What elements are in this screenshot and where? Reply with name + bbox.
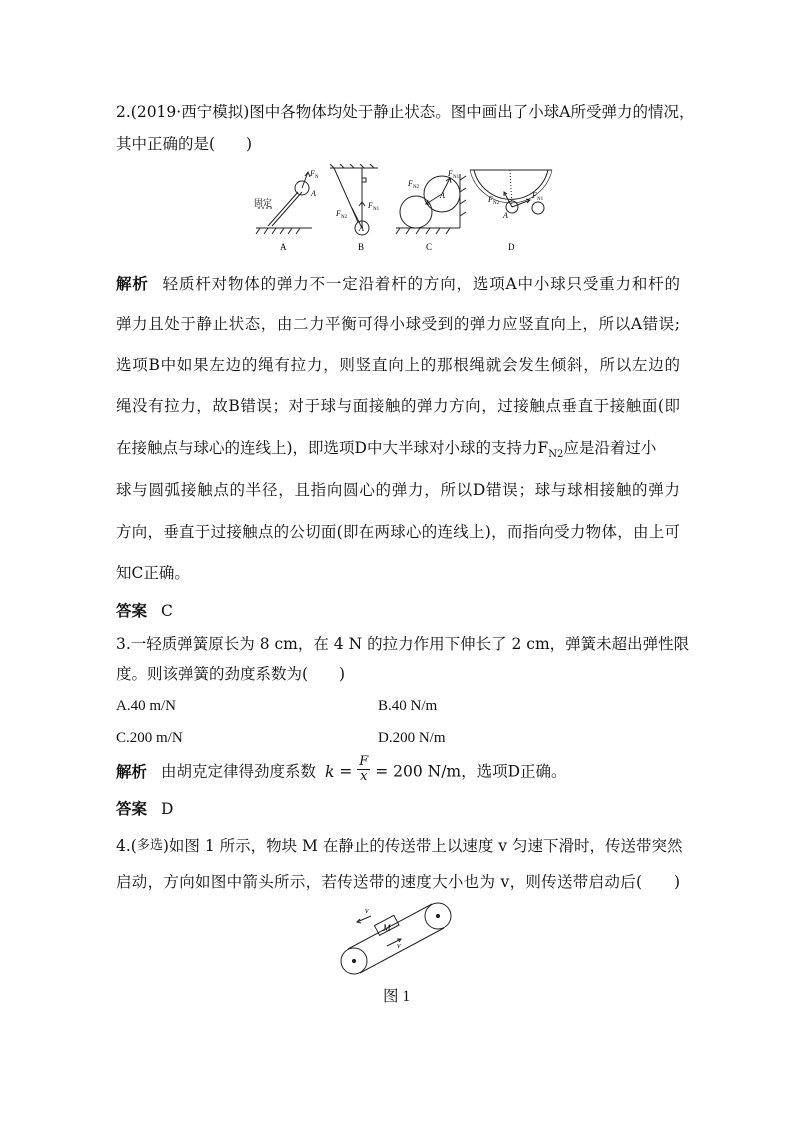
q3-formula-numerator: F bbox=[359, 754, 369, 769]
q2-analysis-line-2: 弹力且处于静止状态，由二力平衡可得小球受到的弹力应竖直向上，所以A错误; bbox=[116, 315, 680, 333]
q4-v-top-label: v bbox=[365, 906, 369, 915]
q2-analysis-sub: N2 bbox=[548, 449, 564, 461]
q2-answer-label: 答案 bbox=[116, 602, 148, 620]
q2-c-fn2-label: F bbox=[408, 179, 413, 188]
q2-figure-panel-b bbox=[330, 164, 378, 235]
q2-a-fn-label: F bbox=[310, 169, 315, 178]
q2-c-fn1-sub: N1 bbox=[453, 175, 460, 180]
q3-option-a: A.40 m/N bbox=[116, 698, 176, 714]
q2-b-ball-label: A bbox=[359, 224, 364, 233]
q3-analysis-label: 解析 bbox=[116, 762, 148, 781]
q2-b-fn2-sub: N2 bbox=[341, 215, 348, 220]
q3-answer-label: 答案 bbox=[116, 800, 148, 818]
q2-a-fn-sub: N bbox=[315, 175, 319, 180]
q2-answer bbox=[116, 601, 173, 621]
q4-v-belt-label: v bbox=[397, 941, 401, 950]
q2-analysis-text-1: 轻质杆对物体的弹力不一定沿着杆的方向，选项A中小球只受重力和杆的 bbox=[162, 275, 680, 293]
q2-figure bbox=[248, 164, 558, 254]
q2-b-caption: B bbox=[358, 242, 365, 252]
q4-figure bbox=[335, 898, 459, 980]
q4-figure-caption: 图 1 bbox=[383, 988, 411, 1005]
q2-analysis-line-1 bbox=[116, 274, 680, 294]
q3-formula-result: = 200 N/m，选项D正确。 bbox=[375, 762, 567, 781]
q3-analysis bbox=[116, 754, 567, 784]
q3-formula-fraction bbox=[357, 755, 370, 784]
q2-b-fn2-label: F bbox=[336, 209, 341, 218]
q2-a-ball-label: A bbox=[311, 189, 316, 198]
q2-analysis-line-4: 绳没有拉力，故B错误；对于球与面接触的弹力方向，过接触点垂直于接触面(即 bbox=[116, 397, 680, 415]
q2-c-fn1-label: F bbox=[448, 169, 453, 178]
q3-option-b: B.40 N/m bbox=[378, 698, 438, 714]
q2-d-fn2-sub: N2 bbox=[493, 201, 500, 206]
q4-tag: 多选 bbox=[136, 838, 163, 853]
q3-formula-k: k bbox=[324, 762, 335, 781]
q3-formula-denominator: x bbox=[360, 769, 368, 784]
q2-analysis-line-3: 选项B中如果左边的绳有拉力，则竖直向上的那根绳就会发生倾斜，所以左边的 bbox=[116, 356, 680, 374]
q3-answer-value: D bbox=[161, 800, 174, 818]
q2-stem-line-1: 2.(2019·西宁模拟)图中各物体均处于静止状态。图中画出了小球A所受弹力的情况， bbox=[116, 103, 695, 121]
q2-a-fixed-label: 固定 bbox=[254, 198, 273, 208]
q4-stem-line-1 bbox=[116, 836, 683, 856]
q3-stem-line-2: 度。则该弹簧的劲度系数为( ) bbox=[116, 665, 346, 683]
q3-stem-line-1: 3.一轻质弹簧原长为 8 cm，在 4 N 的拉力作用下伸长了 2 cm，弹簧未超出弹性限 bbox=[116, 635, 690, 653]
q2-analysis-label: 解析 bbox=[116, 275, 149, 293]
q3-answer bbox=[116, 799, 173, 819]
q2-analysis-line-8: 知C正确。 bbox=[116, 564, 190, 582]
q3-option-d: D.200 N/m bbox=[378, 730, 446, 746]
q2-analysis-line-7: 方向，垂直于过接触点的公切面(即在两球心的连线上)，而指向受力物体，由上可 bbox=[116, 523, 680, 541]
q2-analysis-line-5 bbox=[116, 438, 656, 465]
q2-c-fn2-sub: N2 bbox=[413, 185, 420, 190]
q2-d-caption: D bbox=[508, 242, 515, 252]
q4-stem-line-2: 启动，方向如图中箭头所示，若传送带的速度大小也为 v，则传送带启动后( ) bbox=[116, 873, 680, 891]
q2-analysis-tail-5: 应是沿着过小 bbox=[563, 439, 657, 457]
q3-option-c: C.200 m/N bbox=[116, 730, 183, 746]
q2-a-caption: A bbox=[280, 242, 287, 252]
q2-d-fn1-sub: N1 bbox=[537, 197, 544, 202]
q2-stem-line-2: 其中正确的是( ) bbox=[116, 135, 253, 153]
q2-b-fn1-label: F bbox=[368, 201, 373, 210]
q2-figure-panel-d bbox=[470, 170, 552, 214]
q2-analysis-text-5: 在接触点与球心的连线上)，即选项D中大半球对小球的支持力F bbox=[116, 439, 549, 457]
q3-formula-eq: = bbox=[339, 762, 353, 781]
q4-block-label: M bbox=[383, 923, 391, 933]
q2-figure-panel-c bbox=[396, 174, 466, 234]
q4-prefix: 4.( bbox=[116, 837, 137, 855]
q2-d-fn1-label: F bbox=[532, 191, 537, 200]
q2-d-ball-label: A bbox=[503, 211, 508, 220]
q2-c-caption: C bbox=[426, 242, 433, 252]
q2-analysis-line-6: 球与圆弧接触点的半径，且指向圆心的弹力，所以D错误；球与球相接触的弹力 bbox=[116, 481, 680, 499]
q3-analysis-text: 由胡克定律得劲度系数 bbox=[161, 762, 317, 781]
q2-d-fn2-label: F bbox=[488, 195, 493, 204]
q2-c-ball-label: A bbox=[440, 191, 445, 200]
q2-b-fn1-sub: N1 bbox=[373, 207, 380, 212]
q4-stem-text: )如图 1 所示，物块 M 在静止的传送带上以速度 v 匀速下滑时，传送带突然 bbox=[162, 837, 683, 855]
q2-answer-value: C bbox=[161, 602, 173, 620]
